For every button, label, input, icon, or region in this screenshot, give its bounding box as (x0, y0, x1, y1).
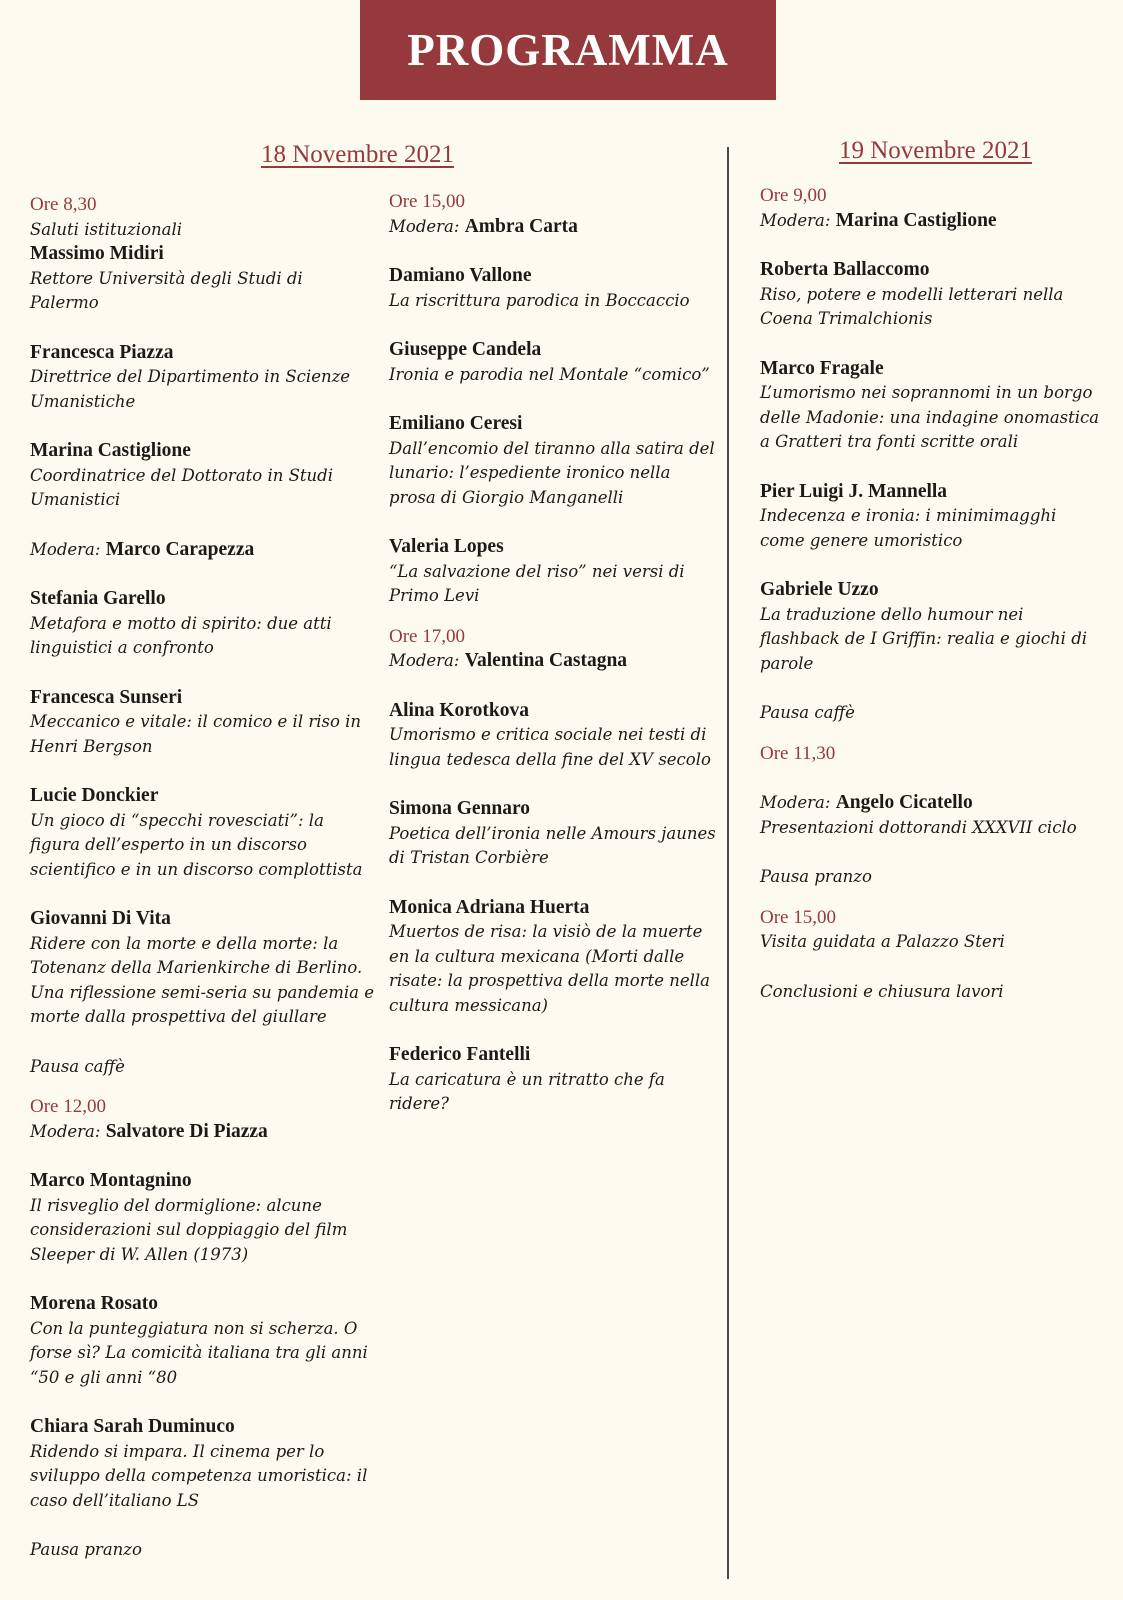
speaker-role: Direttrice del Dipartimento in Scienze Umanistiche (30, 367, 351, 411)
speaker-block (30, 439, 375, 513)
talk-title: Ridere con la morte e della morte: la Totenanz della Marienkirche di Berlino. Una riflessione semi-seria su pandemia e morte dalla prospettiva del giullare (30, 933, 375, 1026)
session-time: Ore 15,00 (760, 906, 836, 928)
moderator-label: Modera: (760, 210, 831, 230)
session-block (760, 906, 1105, 955)
talk-block (389, 264, 719, 313)
moderator-name: Valentina Castagna (464, 650, 628, 671)
talk-title: L’umorismo nei soprannomi in un borgo delle Madonie: una indagine onomastica a Gratteri tra fonti scritte orali (760, 383, 1100, 451)
session-time: Ore 11,30 (760, 742, 836, 764)
moderator-line (760, 209, 1105, 234)
moderator-line (389, 215, 719, 240)
speaker-name: Morena Rosato (30, 1293, 158, 1314)
closing-label: Conclusioni e chiusura lavori (760, 981, 1004, 1001)
talk-title: La riscrittura parodica in Boccaccio (389, 290, 690, 310)
talk-block (389, 699, 719, 773)
break-label: Pausa pranzo (760, 867, 872, 886)
talk-title: Ridendo si impara. Il cinema per lo sviluppo della competenza umoristica: il caso dell’italiano LS (30, 1441, 368, 1510)
talk-block (389, 412, 719, 510)
speaker-name: Federico Fantelli (389, 1044, 531, 1065)
talk-title: Un gioco di “specchi rovesciati”: la figura dell’esperto in un discorso scientifico e in un discorso complottista (30, 810, 363, 879)
session-intro: Saluti istituzionali (30, 219, 183, 239)
session-time: Ore 15,00 (389, 191, 465, 212)
session-description: Presentazioni dottorandi XXXVII ciclo (760, 817, 1077, 837)
talk-block (30, 1415, 375, 1513)
session-time: Ore 8,30 (30, 194, 97, 215)
talk-block (30, 686, 375, 760)
break-label: Pausa caffè (30, 1056, 125, 1076)
speaker-role: Coordinatrice del Dottorato in Studi Umanistici (30, 465, 334, 509)
speaker-name: Pier Luigi J. Mannella (760, 480, 948, 502)
talk-title: Poetica dell’ironia nelle Amours jaunes di Tristan Corbière (389, 823, 716, 867)
talk-title: Muertos de risa: la visiò de la muerte en la cultura mexicana (Morti dalle risate: la prospettiva della morte nella cultura messicana) (389, 922, 711, 1015)
talk-title: Ironia e parodia nel Montale “comico” (389, 364, 710, 384)
talk-title: Dall’encomio del tiranno alla satira del lunario: l’espediente ironico nella prosa di Giorgio Manganelli (389, 438, 715, 507)
talk-title: Meccanico e vitale: il comico e il riso in Henri Bergson (30, 712, 362, 756)
moderator-line (30, 1120, 375, 1145)
talk-block (760, 480, 1105, 554)
talk-title: Riso, potere e modelli letterari nella Coena Trimalchionis (760, 284, 1064, 328)
speaker-name: Roberta Ballaccomo (760, 259, 930, 280)
speaker-name: Marina Castiglione (30, 440, 191, 461)
session-block (760, 184, 1105, 233)
moderator-name: Salvatore Di Piazza (105, 1120, 268, 1142)
moderator-name: Angelo Cicatello (835, 792, 973, 813)
speaker-name: Damiano Vallone (389, 265, 532, 286)
speaker-name: Monica Adriana Huerta (389, 896, 590, 918)
moderator-label: Modera: (389, 216, 460, 236)
moderator-line (760, 791, 1105, 816)
session-block (30, 1095, 375, 1144)
session-time-block (760, 742, 1105, 767)
session-block (30, 193, 375, 316)
talk-block (389, 896, 719, 1019)
talk-block (760, 258, 1105, 332)
speaker-name: Marco Montagnino (30, 1170, 192, 1191)
speaker-name: Giuseppe Candela (389, 339, 542, 360)
speaker-name: Emiliano Ceresi (389, 413, 523, 434)
speaker-role: Rettore Università degli Studi di Palermo (30, 268, 303, 312)
moderator-name: Marina Castiglione (835, 209, 997, 231)
speaker-name: Lucie Donckier (30, 785, 159, 806)
moderator-name: Ambra Carta (464, 215, 578, 237)
talk-block (760, 578, 1105, 676)
talk-title: “La salvazione del riso” nei versi di Primo Levi (389, 561, 685, 605)
speaker-name: Francesca Piazza (30, 341, 174, 363)
talk-block (389, 1043, 719, 1117)
talk-block (760, 357, 1105, 455)
session-block (389, 625, 719, 674)
talk-block (30, 907, 375, 1030)
moderator-label: Modera: (30, 539, 101, 559)
talk-block (389, 338, 719, 387)
talk-title: Umorismo e critica sociale nei testi di lingua tedesca della fine del XV secolo (389, 725, 711, 769)
talk-title: Il risveglio del dormiglione: alcune considerazioni sul doppiaggio del film Sleeper di W. Allen (1973) (30, 1195, 348, 1264)
talk-block (389, 535, 719, 609)
moderator-name: Marco Carapezza (105, 538, 255, 560)
talk-title: Con la punteggiatura non si scherza. O forse sì? La comicità italiana tra gli anni “50 e gli anni “80 (30, 1318, 368, 1387)
speaker-block (30, 341, 375, 415)
break-label: Pausa pranzo (30, 1540, 142, 1559)
day1-column-2 (389, 190, 719, 1142)
moderator-label: Modera: (389, 651, 460, 670)
speaker-name: Gabriele Uzzo (760, 579, 879, 600)
day2-column (760, 184, 1105, 1004)
talk-block (30, 1169, 375, 1267)
moderator-label: Modera: (760, 793, 831, 812)
day1-column-1 (30, 193, 375, 1563)
session-description: Visita guidata a Palazzo Steri (760, 932, 1005, 951)
talk-title: La traduzione dello humour nei flashback de I Griffin: realia e giochi di parole (760, 604, 1088, 673)
page-title: PROGRAMMA (407, 25, 729, 75)
speaker-name: Chiara Sarah Duminuco (30, 1416, 235, 1437)
session-block (760, 791, 1105, 840)
session-block (389, 190, 719, 239)
speaker-name: Valeria Lopes (389, 536, 504, 557)
talk-title: La caricatura è un ritratto che fa ridere? (389, 1069, 665, 1113)
talk-block (389, 797, 719, 871)
column-divider (727, 147, 729, 1579)
day1-date-heading: 18 Novembre 2021 (261, 141, 455, 168)
speaker-name: Francesca Sunseri (30, 686, 183, 708)
speaker-name: Simona Gennaro (389, 798, 531, 819)
talk-block (30, 784, 375, 882)
day2-date-heading: 19 Novembre 2021 (839, 137, 1033, 164)
speaker-name: Alina Korotkova (389, 699, 529, 721)
moderator-line (30, 538, 375, 563)
speaker-name: Massimo Midiri (30, 243, 164, 264)
speaker-name: Stefania Garello (30, 588, 166, 609)
speaker-name: Giovanni Di Vita (30, 908, 171, 929)
speaker-name: Marco Fragale (760, 357, 884, 379)
talk-block (30, 1292, 375, 1390)
break-label: Pausa caffè (760, 703, 855, 722)
talk-block (30, 587, 375, 661)
session-time: Ore 12,00 (30, 1096, 106, 1117)
talk-title: Metafora e motto di spirito: due atti linguistici a confronto (30, 613, 332, 657)
moderator-line (389, 649, 719, 674)
title-banner (360, 0, 776, 100)
talk-title: Indecenza e ironia: i minimimagghi come genere umoristico (760, 506, 1057, 550)
moderator-label: Modera: (30, 1121, 101, 1141)
session-time: Ore 17,00 (389, 625, 465, 647)
session-time: Ore 9,00 (760, 185, 827, 206)
